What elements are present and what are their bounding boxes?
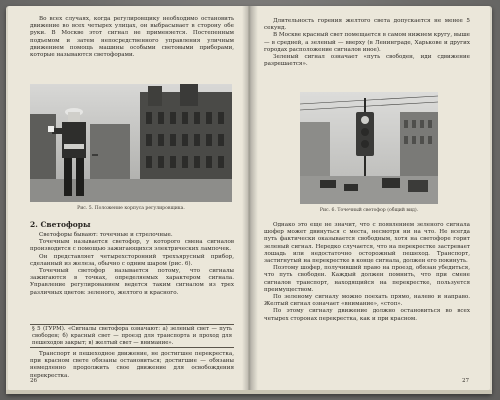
right-top-text: Длительность горения желтого света допускается не менее 5 секунд. В Москве красный свет помещается в самом нижнем кругу, выше — в средней, а зеленый — вверху (в Ленинграде, Харькове и других городах расположение сигналов иное). Зеленый сигнал означает «путь свободен, иди сдвижение разрешается».	[264, 18, 470, 68]
figure-6-caption: Рис. 6. Точечный светофор (общий вид).	[319, 208, 419, 213]
body-paragraph: Точечным называется светофор, у которого смена сигналов производится с помощью зажигающихся электрических лампочек.	[30, 239, 234, 253]
body-paragraph: Точечный светофор называется потому, что сигналы зажигаются в точках, определяемых характером сигнала. Управление регулированием ведется таким сигналом из трех различных цветов: зеленого, желтого и красного.	[30, 268, 234, 296]
figure-6-photo	[300, 92, 438, 204]
body-paragraph: Светофоры бывают: точечные и стрелочные.	[39, 232, 173, 238]
figure-5-caption: Рис. 5. Положение корпуса регулировщика.	[77, 206, 185, 211]
right-body-text	[264, 222, 470, 323]
page-number-left: 26	[30, 378, 38, 384]
left-top-paragraph: Во всех случаях, когда регулировщику необходимо остановить движение во всех четырех улицах, он выбрасывает в сторону обе руки. В Москве этот сигнал не применяется. Постепенным подъемом и затем непосредственного управления уличным движением помощь машины особыми световыми приборами, которые называются светофорами.	[30, 16, 234, 59]
left-page	[8, 6, 248, 390]
body-paragraph: По зеленому сигналу можно поехать прямо, налево и направо. Желтый сигнал означает «внимание», «стоп».	[264, 294, 470, 308]
left-body-text	[30, 232, 234, 297]
right-page	[250, 6, 490, 390]
traffic-officer-illustration	[30, 84, 232, 202]
open-book	[6, 6, 492, 394]
page-edges	[6, 390, 492, 394]
section-heading: 2. Светофоры	[30, 220, 91, 229]
rule-top-line	[30, 324, 234, 325]
rule-bottom-line	[30, 347, 234, 348]
traffic-light-illustration	[300, 92, 438, 204]
body-paragraph: Однако это еще не значит, что с появлением зеленого сигнала шофер может двинуться с места, несмотря ни на что. Не всегда путь фактически оказывается свободным, хотя на светофоре горит зеленый сигнал. Нередко случается, что на перекрестке застревает лошадь или недостаточно осторожный пешеход. Транспорт, застигнутый на перекрестке в конце сигнала, должен его покинуть.	[264, 222, 470, 265]
page-number-right: 27	[462, 378, 470, 384]
body-paragraph: Он представляет четырехсторонний трехъярусный прибор, сделанный из железа, обычно с одним шаром (рис. 6).	[30, 253, 234, 267]
traffic-rule-excerpt: § 5 (ГУРМ). «Сигналы светофора означают: а) зеленый свет — путь свободен; б) красный свет — проезд для транспорта и проход для пешеходов закрыт; в) желтый свет — внимание».	[32, 326, 232, 347]
body-paragraph: Поэтому шофер, получивший право на проезд, обязан убедиться, что путь свободен. Каждый должен помнить, что при смене сигналов транспорт, находящийся на перекрестке, пользуется преимуществом.	[264, 265, 470, 293]
body-paragraph: По этому сигналу движение должно остановиться во всех четырех сторонах перекрестка, как и при красном.	[264, 308, 470, 322]
left-bottom-paragraph: Транспорт и пешеходное движение, не достигшее перекрестка, при красном свете обязаны остановиться; достигшие — обязаны немедленно продолжить свое движение для освобождения перекрестка.	[30, 351, 234, 379]
figure-5-photo	[30, 84, 232, 202]
